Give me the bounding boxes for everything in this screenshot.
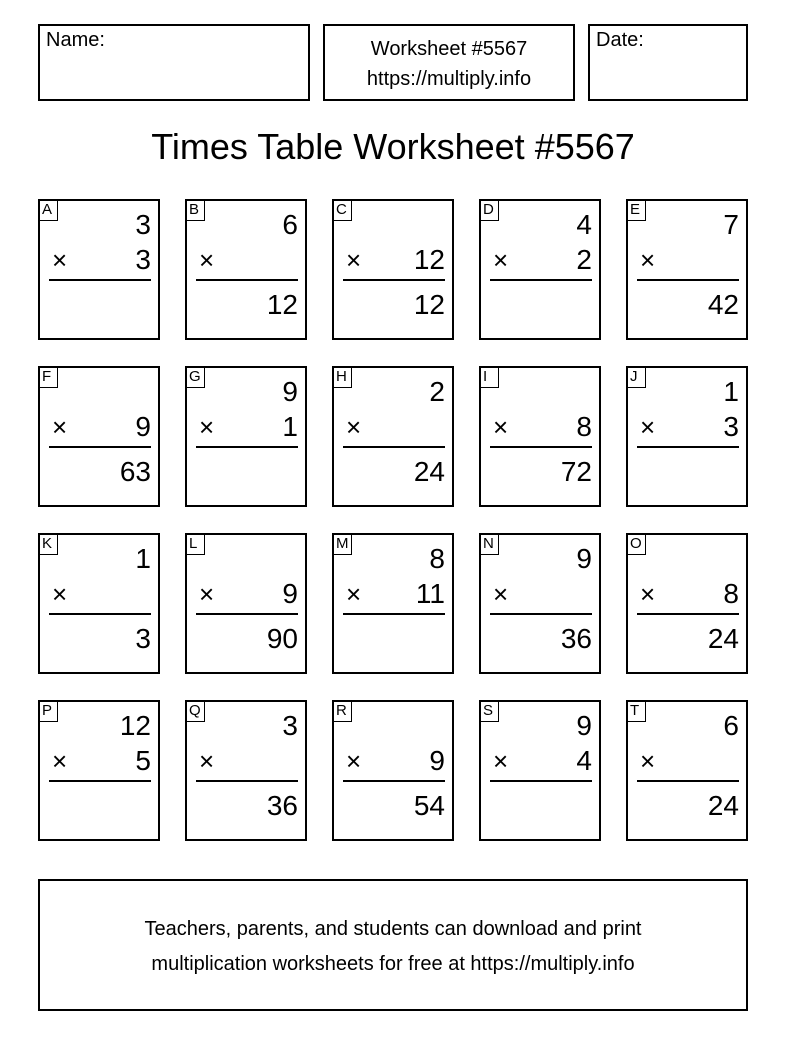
answer-rule: [637, 446, 739, 448]
problem-e: [626, 199, 748, 340]
multiplicand: 12: [119, 710, 151, 741]
problem-letter: H: [332, 366, 352, 388]
multiply-sign: ×: [52, 579, 68, 609]
answer-rule: [637, 613, 739, 615]
multiplier: 12: [413, 244, 445, 275]
problem-r: [332, 700, 454, 841]
problem-b: [185, 199, 307, 340]
multiplier: 1: [282, 411, 298, 442]
answer-rule: [49, 446, 151, 448]
problem-letter: G: [185, 366, 205, 388]
product: 72: [560, 456, 592, 487]
multiply-sign: ×: [199, 746, 215, 776]
problem-letter: M: [332, 533, 352, 555]
multiplicand: 9: [576, 710, 592, 741]
answer-rule: [49, 279, 151, 281]
answer-rule: [343, 446, 445, 448]
problem-letter: D: [479, 199, 499, 221]
multiply-sign: ×: [493, 412, 509, 442]
footer-box: [38, 879, 748, 1011]
answer-rule: [490, 780, 592, 782]
worksheet-url: https://multiply.info: [366, 68, 532, 90]
answer-rule: [343, 279, 445, 281]
answer-rule: [490, 446, 592, 448]
problem-l: [185, 533, 307, 674]
multiplicand: 1: [135, 543, 151, 574]
multiply-sign: ×: [346, 245, 362, 275]
problem-h: [332, 366, 454, 507]
multiplier: 8: [576, 411, 592, 442]
problem-letter: Q: [185, 700, 205, 722]
page-title: Times Table Worksheet #5567: [151, 126, 635, 167]
problem-letter: J: [626, 366, 646, 388]
problem-o: [626, 533, 748, 674]
answer-rule: [343, 780, 445, 782]
problem-j: [626, 366, 748, 507]
problem-letter: I: [479, 366, 499, 388]
product: 36: [266, 790, 298, 821]
multiplier: 5: [135, 745, 151, 776]
worksheet-id-box: [323, 24, 575, 101]
multiplicand: 4: [576, 209, 592, 240]
product: 24: [413, 456, 445, 487]
multiplier: 9: [135, 411, 151, 442]
problem-letter: T: [626, 700, 646, 722]
answer-rule: [343, 613, 445, 615]
answer-rule: [196, 446, 298, 448]
problem-g: [185, 366, 307, 507]
product: 42: [707, 289, 739, 320]
multiplier: 9: [429, 745, 445, 776]
multiply-sign: ×: [640, 746, 656, 776]
problem-letter: C: [332, 199, 352, 221]
multiply-sign: ×: [52, 412, 68, 442]
multiplicand: 7: [723, 209, 739, 240]
answer-rule: [637, 780, 739, 782]
multiplicand: 3: [282, 710, 298, 741]
multiply-sign: ×: [346, 412, 362, 442]
product: 12: [266, 289, 298, 320]
multiply-sign: ×: [52, 245, 68, 275]
multiplier: 3: [723, 411, 739, 442]
multiplicand: 8: [429, 543, 445, 574]
multiply-sign: ×: [493, 579, 509, 609]
multiply-sign: ×: [493, 746, 509, 776]
problem-letter: O: [626, 533, 646, 555]
multiplicand: 6: [723, 710, 739, 741]
problem-letter: A: [38, 199, 58, 221]
answer-rule: [196, 613, 298, 615]
multiplier: 2: [576, 244, 592, 275]
problem-d: [479, 199, 601, 340]
answer-rule: [490, 613, 592, 615]
problem-c: [332, 199, 454, 340]
multiplier: 8: [723, 578, 739, 609]
product: 24: [707, 623, 739, 654]
multiply-sign: ×: [199, 412, 215, 442]
multiplicand: 9: [282, 376, 298, 407]
multiplicand: 9: [576, 543, 592, 574]
problem-q: [185, 700, 307, 841]
problem-letter: R: [332, 700, 352, 722]
multiply-sign: ×: [640, 245, 656, 275]
date-label: Date:: [596, 29, 644, 51]
multiply-sign: ×: [199, 245, 215, 275]
multiply-sign: ×: [640, 412, 656, 442]
product: 63: [119, 456, 151, 487]
product: 90: [266, 623, 298, 654]
problem-n: [479, 533, 601, 674]
problem-letter: B: [185, 199, 205, 221]
problem-letter: E: [626, 199, 646, 221]
problem-letter: N: [479, 533, 499, 555]
multiply-sign: ×: [493, 245, 509, 275]
problem-letter: S: [479, 700, 499, 722]
multiplier: 3: [135, 244, 151, 275]
problem-i: [479, 366, 601, 507]
problem-p: [38, 700, 160, 841]
problem-m: [332, 533, 454, 674]
answer-rule: [49, 780, 151, 782]
answer-rule: [637, 279, 739, 281]
problem-letter: K: [38, 533, 58, 555]
worksheet-number: Worksheet #5567: [370, 38, 528, 60]
name-label: Name:: [46, 29, 105, 51]
multiplicand: 6: [282, 209, 298, 240]
date-field-box[interactable]: [588, 24, 748, 101]
multiply-sign: ×: [199, 579, 215, 609]
problem-t: [626, 700, 748, 841]
multiplicand: 3: [135, 209, 151, 240]
answer-rule: [49, 613, 151, 615]
product: 3: [135, 623, 151, 654]
multiply-sign: ×: [640, 579, 656, 609]
answer-rule: [196, 780, 298, 782]
multiplier: 9: [282, 578, 298, 609]
product: 36: [560, 623, 592, 654]
multiplicand: 1: [723, 376, 739, 407]
multiply-sign: ×: [52, 746, 68, 776]
problem-k: [38, 533, 160, 674]
product: 12: [413, 289, 445, 320]
problem-s: [479, 700, 601, 841]
problem-f: [38, 366, 160, 507]
product: 54: [413, 790, 445, 821]
answer-rule: [490, 279, 592, 281]
multiplier: 11: [415, 578, 445, 609]
problem-letter: P: [38, 700, 58, 722]
multiply-sign: ×: [346, 746, 362, 776]
footer-line-2: multiplication worksheets for free at https://multiply.info: [151, 953, 635, 975]
multiply-sign: ×: [346, 579, 362, 609]
multiplier: 4: [576, 745, 592, 776]
footer-line-1: Teachers, parents, and students can download and print: [144, 918, 642, 940]
multiplicand: 2: [429, 376, 445, 407]
name-field-box[interactable]: [38, 24, 310, 101]
product: 24: [707, 790, 739, 821]
problem-letter: L: [185, 533, 205, 555]
answer-rule: [196, 279, 298, 281]
problem-letter: F: [38, 366, 58, 388]
problem-a: [38, 199, 160, 340]
